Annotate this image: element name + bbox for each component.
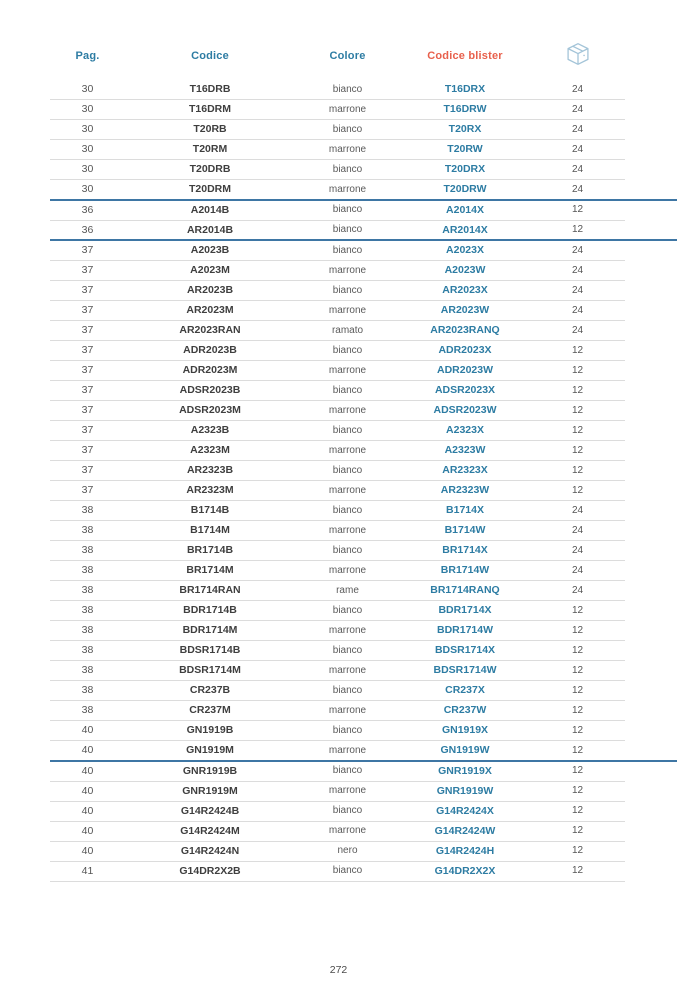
row-colore: bianco <box>332 344 363 356</box>
row-page: 30 <box>81 143 94 156</box>
row-qty: 12 <box>571 744 584 756</box>
row-colore: marrone <box>328 364 367 376</box>
row-codice: A2323B <box>190 424 230 437</box>
row-codice: T20RM <box>192 143 228 156</box>
row-codice: GNR1919B <box>182 764 238 777</box>
row-blister: G14R2424H <box>435 844 495 857</box>
row-colore: bianco <box>332 765 363 776</box>
row-qty: 24 <box>571 304 584 316</box>
row-codice: A2323M <box>190 444 230 457</box>
row-colore: bianco <box>332 424 363 436</box>
row-colore: bianco <box>332 284 363 296</box>
row-qty: 12 <box>571 704 584 716</box>
row-codice: AR2323M <box>186 484 234 497</box>
row-codice: A2023B <box>190 244 230 257</box>
row-codice: GN1919M <box>186 744 234 757</box>
row-colore: marrone <box>328 143 367 155</box>
table-row <box>50 481 625 501</box>
row-codice: G14R2424B <box>180 804 240 817</box>
table-row <box>50 441 625 461</box>
row-qty: 12 <box>571 765 584 776</box>
table-row <box>50 601 625 621</box>
table-row <box>50 541 625 561</box>
row-qty: 24 <box>571 183 584 195</box>
table-row <box>50 321 625 341</box>
row-blister: A2014X <box>446 203 484 216</box>
row-colore: marrone <box>328 825 367 836</box>
row-codice: ADSR2023B <box>179 384 241 397</box>
row-colore: bianco <box>332 464 363 476</box>
row-page: 37 <box>81 424 94 437</box>
row-codice: BR1714B <box>186 544 234 557</box>
row-blister: B1714X <box>446 504 484 517</box>
row-codice: BR1714M <box>186 564 234 577</box>
row-codice: BR1714RAN <box>179 584 241 597</box>
row-codice: BDR1714B <box>183 604 237 617</box>
row-qty: 12 <box>571 604 584 616</box>
row-qty: 24 <box>571 163 584 175</box>
row-colore: bianco <box>332 384 363 396</box>
row-page: 40 <box>81 784 94 797</box>
table-row <box>50 641 625 661</box>
row-blister: T20DRW <box>443 183 487 196</box>
row-blister: BDSR1714X <box>434 644 496 657</box>
row-colore: marrone <box>328 183 367 195</box>
row-page: 37 <box>81 304 94 317</box>
row-codice: A2014B <box>190 203 230 216</box>
row-colore: nero <box>337 845 358 856</box>
row-qty: 12 <box>571 624 584 636</box>
row-blister: T20RW <box>447 143 483 156</box>
row-blister: GNR1919W <box>436 784 494 797</box>
row-codice: BDSR1714B <box>179 644 241 657</box>
row-page: 37 <box>81 444 94 457</box>
row-blister: ADR2023W <box>436 364 494 377</box>
row-colore: bianco <box>332 504 363 516</box>
row-qty: 12 <box>571 785 584 796</box>
row-page: 38 <box>81 524 94 537</box>
table-row <box>50 301 625 321</box>
row-codice: GNR1919M <box>182 784 238 797</box>
row-blister: BDR1714X <box>438 604 492 617</box>
row-qty: 12 <box>571 364 584 376</box>
row-codice: T20DRM <box>188 183 231 196</box>
row-page: 41 <box>81 864 94 877</box>
row-qty: 24 <box>571 584 584 596</box>
table-row <box>50 140 625 160</box>
row-colore: bianco <box>332 684 363 696</box>
row-qty: 12 <box>571 825 584 836</box>
row-codice: G14R2424M <box>180 824 240 837</box>
row-page: 38 <box>81 704 94 717</box>
row-blister: T16DRX <box>444 83 486 96</box>
table-row <box>50 521 625 541</box>
row-page: 37 <box>81 324 94 337</box>
table-row <box>50 221 625 241</box>
row-page: 38 <box>81 684 94 697</box>
row-blister: ADSR2023W <box>433 404 497 417</box>
row-qty: 24 <box>571 103 584 115</box>
row-colore: marrone <box>328 404 367 416</box>
row-page: 30 <box>81 183 94 196</box>
row-blister: ADR2023X <box>438 344 492 357</box>
row-blister: G14R2424W <box>434 824 496 837</box>
row-qty: 12 <box>571 684 584 696</box>
row-colore: bianco <box>332 724 363 736</box>
row-codice: ADSR2023M <box>179 404 241 417</box>
row-page: 38 <box>81 564 94 577</box>
row-codice: AR2323B <box>186 464 234 477</box>
row-qty: 24 <box>571 544 584 556</box>
row-codice: GN1919B <box>186 724 234 737</box>
table-row <box>50 621 625 641</box>
table-row <box>50 281 625 301</box>
row-codice: G14DR2X2B <box>179 864 241 877</box>
table-row <box>50 762 625 782</box>
table-row <box>50 701 625 721</box>
row-blister: A2323W <box>444 444 486 457</box>
row-blister: AR2323W <box>440 484 490 497</box>
row-colore: bianco <box>332 123 363 135</box>
row-qty: 24 <box>571 504 584 516</box>
row-blister: AR2014X <box>442 223 488 236</box>
table-header-row <box>50 40 677 70</box>
row-colore: marrone <box>328 304 367 316</box>
row-page: 37 <box>81 384 94 397</box>
table-row <box>50 120 625 140</box>
row-qty: 24 <box>571 264 584 276</box>
table-row <box>50 381 625 401</box>
table-row <box>50 581 625 601</box>
row-codice: CR237B <box>189 684 231 697</box>
row-colore: marrone <box>328 704 367 716</box>
row-page: 37 <box>81 264 94 277</box>
row-page: 36 <box>81 203 94 216</box>
row-qty: 12 <box>571 484 584 496</box>
row-codice: G14R2424N <box>180 844 240 857</box>
row-page: 40 <box>81 724 94 737</box>
row-page: 30 <box>81 123 94 136</box>
row-blister: AR2023X <box>442 284 488 297</box>
row-page: 37 <box>81 344 94 357</box>
row-blister: GN1919X <box>441 724 489 737</box>
row-blister: B1714W <box>444 524 486 537</box>
row-codice: A2023M <box>190 264 230 277</box>
row-blister: AR2023W <box>440 304 490 317</box>
row-blister: A2023X <box>446 244 484 257</box>
row-qty: 24 <box>571 123 584 135</box>
row-qty: 12 <box>571 644 584 656</box>
catalog-page <box>0 40 677 998</box>
row-qty: 24 <box>571 564 584 576</box>
table-row <box>50 741 625 761</box>
row-codice: AR2014B <box>186 223 234 236</box>
row-page: 40 <box>81 744 94 757</box>
table-row <box>50 401 625 421</box>
row-page: 37 <box>81 284 94 297</box>
row-colore: marrone <box>328 664 367 676</box>
row-blister: GNR1919X <box>438 764 492 777</box>
row-page: 37 <box>81 404 94 417</box>
row-blister: BR1714X <box>442 544 488 557</box>
table-row <box>50 661 625 681</box>
row-page: 37 <box>81 464 94 477</box>
row-page: 38 <box>81 504 94 517</box>
row-blister: BR1714RANQ <box>430 584 500 597</box>
row-colore: marrone <box>328 524 367 536</box>
header-pag: Pag. <box>75 49 100 62</box>
row-page: 38 <box>81 644 94 657</box>
row-qty: 12 <box>571 424 584 436</box>
row-page: 38 <box>81 664 94 677</box>
row-page: 40 <box>81 844 94 857</box>
row-codice: AR2023RAN <box>179 324 241 337</box>
table-row <box>50 100 625 120</box>
row-colore: marrone <box>328 785 367 796</box>
row-blister: A2023W <box>444 264 486 277</box>
row-codice: T20DRB <box>189 163 231 176</box>
row-codice: BDSR1714M <box>179 664 241 677</box>
row-blister: ADSR2023X <box>434 384 496 397</box>
table-row <box>50 421 625 441</box>
row-codice: T20RB <box>193 123 227 136</box>
row-qty: 12 <box>571 724 584 736</box>
row-qty: 12 <box>571 204 584 215</box>
row-blister: T16DRW <box>443 103 487 116</box>
row-colore: marrone <box>328 444 367 456</box>
header-colore: Colore <box>329 49 366 62</box>
page-number: 272 <box>329 964 348 976</box>
row-codice: B1714M <box>190 524 230 537</box>
row-qty: 12 <box>571 865 584 876</box>
table-row <box>50 241 625 261</box>
row-qty: 12 <box>571 664 584 676</box>
table-row <box>50 822 625 842</box>
row-qty: 12 <box>571 464 584 476</box>
row-colore: marrone <box>328 264 367 276</box>
row-page: 40 <box>81 804 94 817</box>
row-qty: 24 <box>571 284 584 296</box>
row-qty: 12 <box>571 404 584 416</box>
row-blister: BDSR1714W <box>433 664 497 677</box>
row-qty: 12 <box>571 224 584 235</box>
table-row <box>50 160 625 180</box>
row-blister: AR2323X <box>442 464 488 477</box>
row-page: 37 <box>81 244 94 257</box>
group-divider <box>50 760 677 762</box>
row-colore: rame <box>336 584 359 596</box>
row-page: 37 <box>81 484 94 497</box>
row-colore: marrone <box>328 624 367 636</box>
table-row <box>50 261 625 281</box>
row-page: 38 <box>81 584 94 597</box>
row-page: 30 <box>81 83 94 96</box>
row-qty: 24 <box>571 324 584 336</box>
row-page: 38 <box>81 544 94 557</box>
header-codice-blister: Codice blister <box>427 49 503 62</box>
table-row <box>50 361 625 381</box>
table-row <box>50 501 625 521</box>
row-codice: BDR1714M <box>182 624 238 637</box>
row-colore: bianco <box>332 805 363 816</box>
table-row <box>50 802 625 822</box>
row-colore: bianco <box>332 244 363 256</box>
group-divider <box>50 199 677 201</box>
table-row <box>50 681 625 701</box>
row-blister: A2323X <box>446 424 484 437</box>
row-page: 30 <box>81 163 94 176</box>
row-qty: 24 <box>571 524 584 536</box>
row-colore: marrone <box>328 484 367 496</box>
table-row <box>50 561 625 581</box>
table-row <box>50 180 625 200</box>
row-blister: AR2023RANQ <box>430 324 500 337</box>
row-colore: bianco <box>332 204 363 215</box>
box-icon <box>564 40 592 71</box>
table-row <box>50 721 625 741</box>
row-codice: CR237M <box>189 704 231 717</box>
row-qty: 12 <box>571 344 584 356</box>
row-colore: ramato <box>331 324 364 336</box>
row-blister: T20DRX <box>444 163 486 176</box>
row-codice: T16DRB <box>189 83 231 96</box>
row-codice: AR2023B <box>186 284 234 297</box>
row-codice: T16DRM <box>188 103 231 116</box>
row-qty: 12 <box>571 384 584 396</box>
header-codice: Codice <box>191 49 229 62</box>
row-codice: B1714B <box>190 504 230 517</box>
row-colore: bianco <box>332 544 363 556</box>
row-page: 36 <box>81 223 94 236</box>
row-colore: bianco <box>332 163 363 175</box>
row-qty: 24 <box>571 244 584 256</box>
row-blister: BR1714W <box>440 564 490 577</box>
row-page: 40 <box>81 764 94 777</box>
row-page: 30 <box>81 103 94 116</box>
row-colore: bianco <box>332 644 363 656</box>
row-qty: 12 <box>571 805 584 816</box>
table-row <box>50 80 625 100</box>
row-page: 40 <box>81 824 94 837</box>
row-blister: CR237W <box>443 704 487 717</box>
table-row <box>50 782 625 802</box>
row-codice: ADR2023B <box>183 344 237 357</box>
row-codice: AR2023M <box>186 304 234 317</box>
row-colore: bianco <box>332 224 363 235</box>
row-blister: GN1919W <box>440 744 490 757</box>
row-colore: marrone <box>328 103 367 115</box>
row-colore: marrone <box>328 564 367 576</box>
row-blister: G14DR2X2X <box>434 864 496 877</box>
row-colore: bianco <box>332 83 363 95</box>
row-blister: CR237X <box>445 684 485 697</box>
row-blister: T20RX <box>448 123 482 136</box>
row-colore: bianco <box>332 865 363 876</box>
row-blister: G14R2424X <box>436 804 494 817</box>
table-row <box>50 842 625 862</box>
row-page: 37 <box>81 364 94 377</box>
group-divider <box>50 239 677 241</box>
table-body <box>0 80 677 882</box>
row-qty: 24 <box>571 143 584 155</box>
row-page: 38 <box>81 604 94 617</box>
header-qty <box>530 40 625 71</box>
row-qty: 24 <box>571 83 584 95</box>
row-qty: 12 <box>571 845 584 856</box>
table-row <box>50 461 625 481</box>
table-row <box>50 201 625 221</box>
row-codice: ADR2023M <box>182 364 238 377</box>
table-row <box>50 341 625 361</box>
row-page: 38 <box>81 624 94 637</box>
row-blister: BDR1714W <box>436 624 494 637</box>
row-colore: marrone <box>328 744 367 756</box>
row-qty: 12 <box>571 444 584 456</box>
row-colore: bianco <box>332 604 363 616</box>
table-row <box>50 862 625 882</box>
